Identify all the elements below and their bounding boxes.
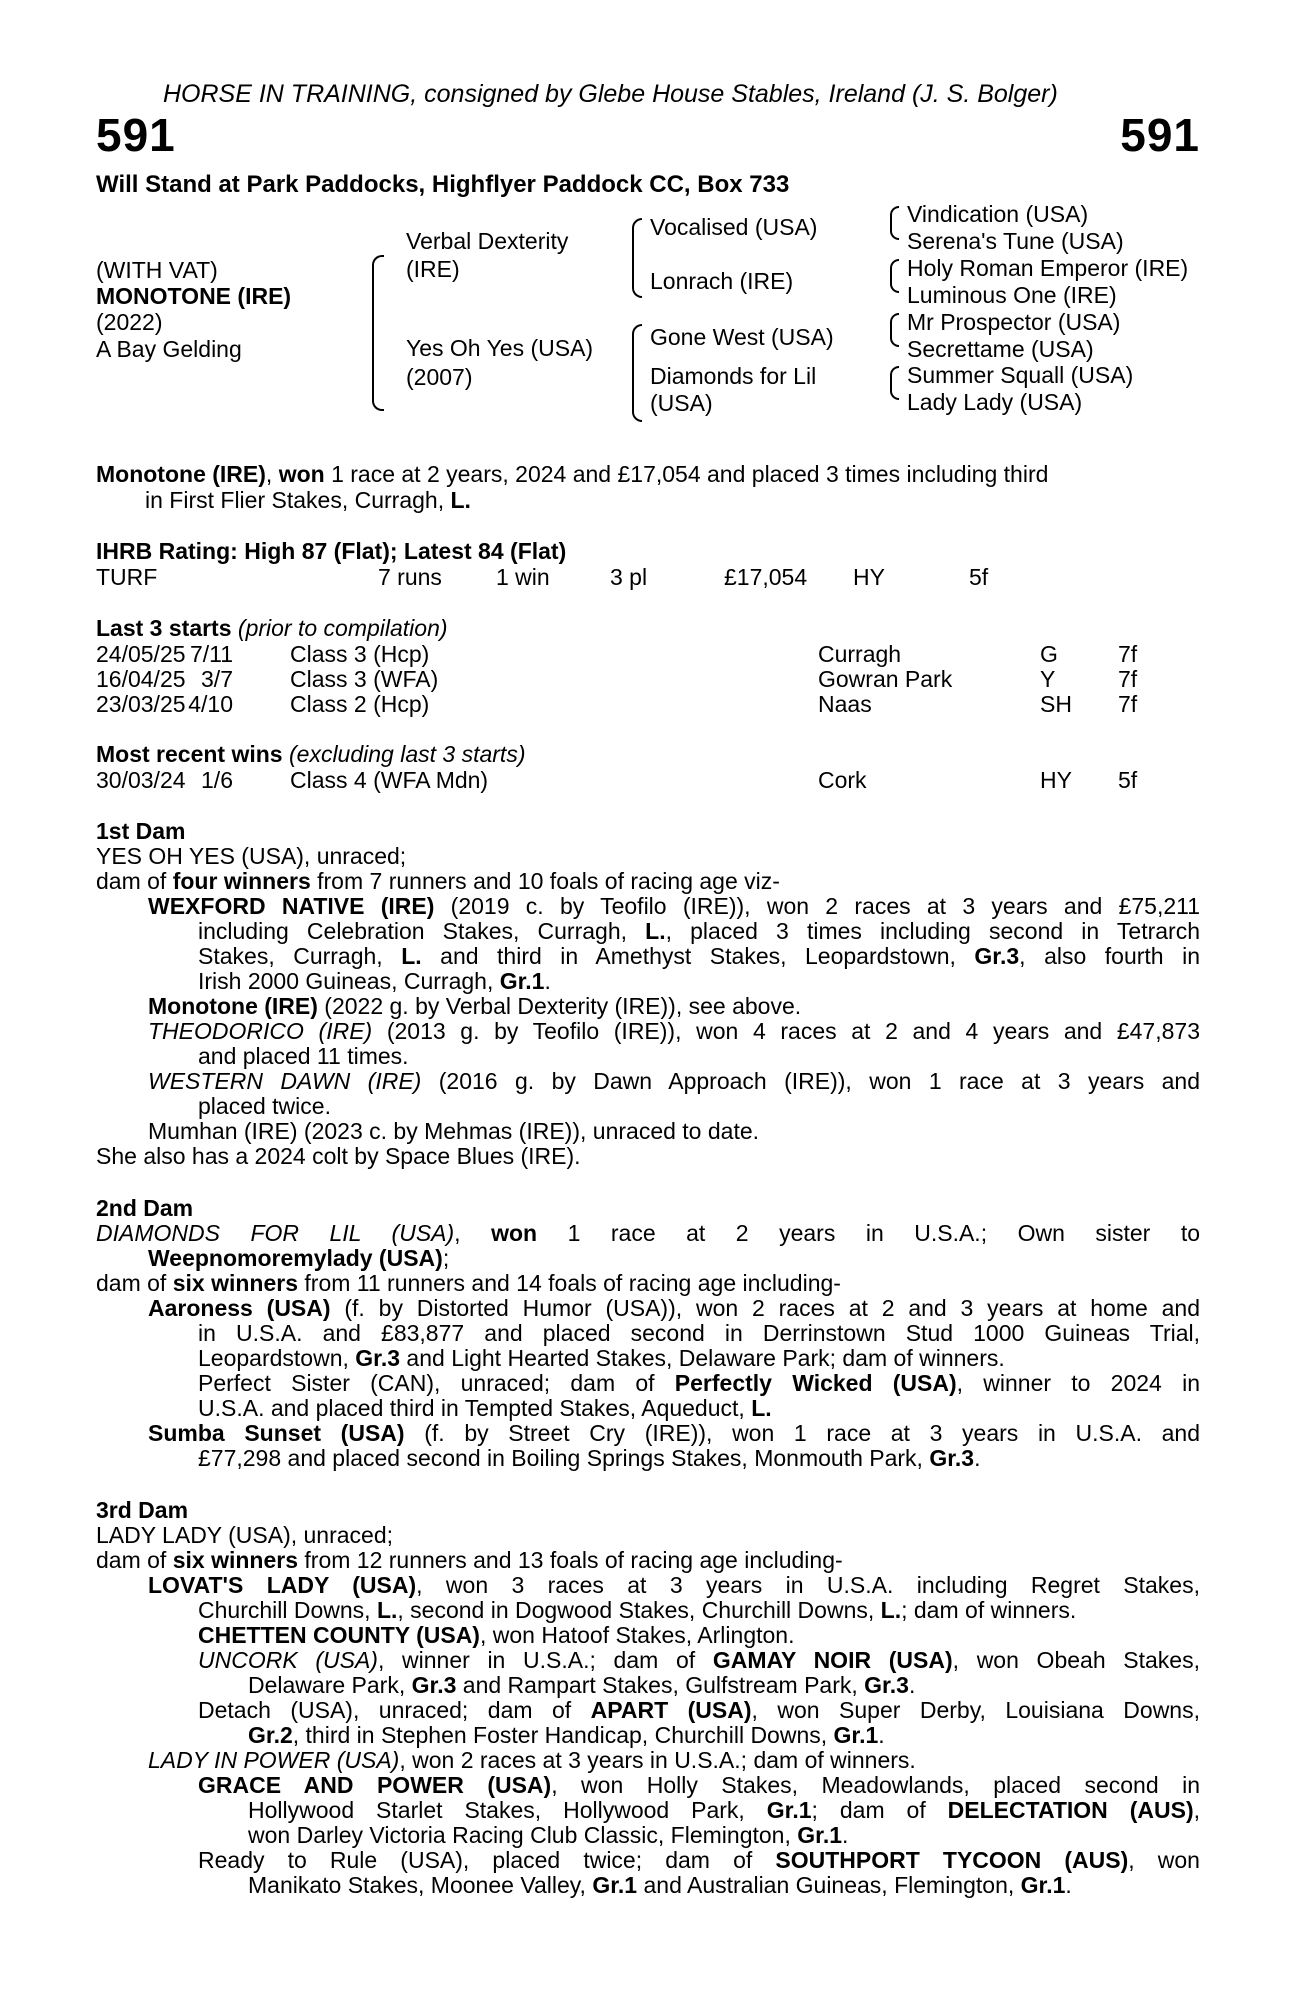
t: Gr.1 (499, 968, 545, 994)
t: , winner to 2024 in (956, 1370, 1200, 1396)
last-starts-note: (prior to compilation) (237, 615, 448, 641)
t: 1 race at 2 years in U.S.A.; Own sister to (537, 1220, 1201, 1246)
recent-win-cls: Class 4 (WFA Mdn) (290, 767, 489, 793)
horse-description: A Bay Gelding (96, 336, 242, 362)
last-starts-title (96, 615, 448, 641)
recent-win-course: Cork (818, 767, 867, 793)
produce-western-dawn-line2: placed twice. (198, 1093, 331, 1119)
t: Irish 2000 Guineas, Curragh, (198, 968, 500, 994)
pedigree-sire-dam: Lonrach (IRE) (650, 268, 794, 294)
t: from 12 runners and 13 foals of racing age including- (298, 1547, 843, 1573)
t: in U.S.A. and £83,877 and placed second in Derrinstown Stud 1000 Guineas Trial, (198, 1320, 1200, 1346)
t: ; dam of winners. (901, 1597, 1077, 1623)
pedigree-sire-sire: Vocalised (USA) (650, 214, 818, 240)
t: , won Obeah Stakes, (952, 1647, 1200, 1673)
t: and third in Amethyst Stakes, Leopardstown, (421, 943, 975, 969)
produce-aaroness-line3 (198, 1345, 1005, 1371)
last-start-date: 16/04/25 (96, 666, 186, 692)
t: Hollywood Starlet Stakes, Hollywood Park, (248, 1797, 767, 1823)
recent-win-going: HY (1040, 767, 1072, 793)
t: Detach (USA), unraced; dam of (198, 1697, 591, 1723)
last-start-going: SH (1040, 691, 1072, 717)
rating-runs: 7 runs (378, 564, 442, 590)
last-start-dist: 7f (1118, 691, 1138, 717)
t: won Darley Victoria Racing Club Classic, Flemington, (248, 1822, 798, 1848)
t: Gr.2 (248, 1722, 293, 1748)
t: . (842, 1822, 849, 1848)
gamay-noir-name: GAMAY NOIR (USA) (712, 1647, 953, 1673)
t: L. (376, 1597, 398, 1623)
rating-distance: 5f (969, 564, 989, 590)
produce-chetten-county (198, 1622, 794, 1648)
t: Gr.1 (1020, 1872, 1066, 1898)
last-start-going: Y (1040, 666, 1056, 692)
monotone-name: Monotone (IRE) (148, 993, 318, 1019)
t: U.S.A. and placed third in Tempted Stakes, Aqueduct, (198, 1395, 752, 1421)
t: (f. by Distorted Humor (USA)), won 2 races at 2 and 3 years at home and (330, 1295, 1200, 1321)
dam1-line1: YES OH YES (USA), unraced; (96, 843, 407, 869)
t: £77,298 and placed second in Boiling Springs Stakes, Monmouth Park, (198, 1445, 930, 1471)
dam1-winners: four winners (172, 868, 311, 894)
t: Gr.1 (833, 1722, 879, 1748)
t: L. (751, 1395, 772, 1421)
t: (2013 g. by Teofilo (IRE)), won 4 races at 2 and 4 years and £47,873 (372, 1018, 1200, 1044)
t: . (974, 1445, 981, 1471)
t: , won 3 races at 3 years in U.S.A. including Regret Stakes, (416, 1572, 1200, 1598)
pedigree-dam: Yes Oh Yes (USA) (406, 335, 594, 361)
produce-theodorico (148, 1018, 1200, 1044)
t: . (878, 1722, 885, 1748)
produce-mumhan: Mumhan (IRE) (2023 c. by Mehmas (IRE)), unraced to date. (148, 1118, 760, 1144)
t: dam of (96, 1270, 173, 1296)
recent-wins-title (96, 741, 525, 767)
race-summary-line1: Monotone (IRE), won 1 race at 2 years, 2024 and £17,054 and placed 3 times including third (96, 461, 1049, 487)
rating-placed: 3 pl (610, 564, 648, 590)
last-start-date: 23/03/25 (96, 691, 186, 717)
pedigree-dam-sire: Gone West (USA) (650, 324, 834, 350)
pedigree-dds: Summer Squall (USA) (907, 362, 1134, 388)
t: ; (442, 1245, 450, 1271)
uncork-name: UNCORK (USA) (198, 1647, 378, 1673)
dam1-line2 (96, 868, 780, 894)
t: Gr.3 (974, 943, 1020, 969)
pedigree-ddd: Lady Lady (USA) (907, 389, 1083, 415)
t: , third in Stephen Foster Handicap, Churchill Downs, (292, 1722, 834, 1748)
produce-ready-to-rule (198, 1847, 1200, 1873)
t: Delaware Park, (248, 1672, 412, 1698)
t: . (908, 1672, 916, 1698)
dam3-winners: six winners (172, 1547, 298, 1573)
produce-uncork (198, 1647, 1200, 1673)
produce-detach (198, 1697, 1200, 1723)
vat-label: (WITH VAT) (96, 257, 218, 283)
pedigree-dam-dam-country: (USA) (650, 390, 713, 416)
t: (f. by Street Cry (IRE)), won 1 race at 3 years in U.S.A. and (404, 1420, 1200, 1446)
pedigree-brace-gen1 (372, 255, 384, 411)
last-start-dist: 7f (1118, 641, 1138, 667)
produce-perfect-sister-line2 (198, 1395, 772, 1421)
pedigree-sdd: Luminous One (IRE) (907, 282, 1117, 308)
t: . (544, 968, 551, 994)
last-start-pos: 7/11 (189, 641, 233, 667)
pedigree-dsd: Secrettame (USA) (907, 336, 1094, 362)
pedigree-brace-dd (890, 366, 899, 400)
pedigree-dss: Mr Prospector (USA) (907, 309, 1121, 335)
last-start-going: G (1040, 641, 1058, 667)
pedigree-brace-ds (890, 313, 899, 347)
rating-earnings: £17,054 (724, 564, 808, 590)
dam2-winners: six winners (172, 1270, 298, 1296)
t: , won Super Derby, Louisiana Downs, (751, 1697, 1200, 1723)
lady-in-power-name: LADY IN POWER (USA) (148, 1747, 400, 1773)
pedigree-ssd: Serena's Tune (USA) (907, 228, 1124, 254)
t: . (1065, 1872, 1072, 1898)
horse-name: MONOTONE (IRE) (96, 283, 292, 309)
recent-win-dist: 5f (1118, 767, 1138, 793)
western-dawn-name: WESTERN DAWN (IRE) (148, 1068, 422, 1094)
dam2-name: DIAMONDS FOR LIL (USA) (96, 1220, 455, 1246)
horse-year: (2022) (96, 309, 163, 335)
dam2-line2 (148, 1245, 449, 1271)
t: L. (880, 1597, 902, 1623)
rating-title: IHRB Rating: High 87 (Flat); Latest 84 (Flat) (96, 538, 567, 564)
rating-going: HY (853, 564, 885, 590)
pedigree-sire: Verbal Dexterity (406, 228, 569, 254)
t: Gr.3 (355, 1345, 401, 1371)
t: , won Hatoof Stakes, Arlington. (479, 1622, 795, 1648)
summary-text: 1 race at 2 years, 2024 and £17,054 and placed 3 times including third (324, 461, 1049, 487)
produce-grace-and-power-line2 (248, 1797, 1200, 1823)
t: dam of (96, 1547, 173, 1573)
t: , won Holly Stakes, Meadowlands, placed second in (551, 1772, 1200, 1798)
t: including Celebration Stakes, Curragh, (198, 918, 646, 944)
t: Gr.1 (592, 1872, 638, 1898)
theodorico-name: THEODORICO (IRE) (148, 1018, 373, 1044)
t: from 7 runners and 10 foals of racing age viz- (310, 868, 780, 894)
produce-wexford-line2 (198, 918, 1200, 944)
t: Ready to Rule (USA), placed twice; dam of (198, 1847, 776, 1873)
t: Gr.3 (411, 1672, 457, 1698)
dam3-line2 (96, 1547, 843, 1573)
last-start-course: Gowran Park (818, 666, 953, 692)
produce-western-dawn (148, 1068, 1200, 1094)
last-start-pos: 3/7 (201, 666, 233, 692)
t: from 11 runners and 14 foals of racing age including- (298, 1270, 841, 1296)
t: (2019 c. by Teofilo (IRE)), won 2 races at 3 years and £75,211 (434, 893, 1201, 919)
t: , (1193, 1797, 1200, 1823)
recent-win-date: 30/03/24 (96, 767, 186, 793)
pedigree-sss: Vindication (USA) (907, 201, 1089, 227)
last-start-cls: Class 3 (Hcp) (290, 641, 430, 667)
grace-and-power-name: GRACE AND POWER (USA) (198, 1772, 552, 1798)
last-start-cls: Class 2 (Hcp) (290, 691, 430, 717)
t: dam of (96, 868, 173, 894)
t: , won (1128, 1847, 1200, 1873)
t: , won 2 races at 3 years in U.S.A.; dam of winners. (399, 1747, 916, 1773)
produce-wexford-native (148, 893, 1200, 919)
t: , winner in U.S.A.; dam of (377, 1647, 713, 1673)
produce-theodorico-line2: and placed 11 times. (198, 1043, 409, 1069)
dam3-line1: LADY LADY (USA), unraced; (96, 1522, 394, 1548)
t: Gr.3 (864, 1672, 909, 1698)
perfectly-wicked-name: Perfectly Wicked (USA) (674, 1370, 957, 1396)
produce-lovats-lady-line2 (198, 1597, 1076, 1623)
lot-number-left: 591 (96, 109, 176, 161)
t: Manikato Stakes, Moonee Valley, (248, 1872, 593, 1898)
last-start-course: Naas (818, 691, 872, 717)
produce-ready-to-rule-line2 (248, 1872, 1072, 1898)
summary-listed: L. (450, 487, 471, 513)
pedigree-brace-sd (890, 259, 899, 293)
chetten-county-name: CHETTEN COUNTY (USA) (198, 1622, 480, 1648)
produce-perfect-sister (198, 1370, 1200, 1396)
pedigree-sds: Holy Roman Emperor (IRE) (907, 255, 1189, 281)
t: , placed 3 times including second in Tetrarch (665, 918, 1200, 944)
produce-detach-line2 (248, 1722, 885, 1748)
lot-number-right: 591 (1120, 109, 1200, 161)
rating-wins: 1 win (496, 564, 550, 590)
t: Gr.3 (929, 1445, 975, 1471)
t: and Rampart Stakes, Gulfstream Park, (456, 1672, 865, 1698)
dam1-also: She also has a 2024 colt by Space Blues (IRE). (96, 1143, 581, 1169)
t: (2022 g. by Verbal Dexterity (IRE)), see above. (317, 993, 802, 1019)
last-start-pos: 4/10 (188, 691, 233, 717)
lovats-lady-name: LOVAT'S LADY (USA) (148, 1572, 417, 1598)
apart-name: APART (USA) (590, 1697, 752, 1723)
t: Perfect Sister (CAN), unraced; dam of (198, 1370, 675, 1396)
stand-location: Will Stand at Park Paddocks, Highflyer Paddock CC, Box 733 (96, 171, 790, 198)
pedigree-brace-sire (632, 218, 642, 298)
consignor-line: HORSE IN TRAINING, consigned by Glebe House Stables, Ireland (J. S. Bolger) (163, 80, 1058, 108)
produce-wexford-line4 (198, 968, 551, 994)
recent-wins-heading: Most recent wins (96, 741, 283, 767)
produce-wexford-line3 (198, 943, 1200, 969)
last-start-dist: 7f (1118, 666, 1138, 692)
dam1-title: 1st Dam (96, 818, 186, 844)
t: and Australian Guineas, Flemington, (637, 1872, 1021, 1898)
produce-uncork-line2 (248, 1672, 915, 1698)
delectation-name: DELECTATION (AUS) (947, 1797, 1194, 1823)
t: L. (401, 943, 422, 969)
last-start-date: 24/05/25 (96, 641, 186, 667)
t: Churchill Downs, (198, 1597, 377, 1623)
last-starts-heading: Last 3 starts (96, 615, 232, 641)
southport-tycoon-name: SOUTHPORT TYCOON (AUS) (775, 1847, 1129, 1873)
produce-aaroness-line2 (198, 1320, 1200, 1346)
produce-grace-and-power-line3 (248, 1822, 848, 1848)
rating-surface: TURF (96, 564, 158, 590)
t: Leopardstown, (198, 1345, 356, 1371)
weepnomoremylady-name: Weepnomoremylady (USA) (148, 1245, 443, 1271)
recent-win-pos: 1/6 (201, 767, 233, 793)
produce-monotone (148, 993, 801, 1019)
pedigree-sire-country: (IRE) (406, 256, 460, 282)
summary-won: won (278, 461, 325, 487)
t: Gr.1 (797, 1822, 843, 1848)
pedigree-brace-ss (890, 206, 899, 240)
dam2-line1 (96, 1220, 1200, 1246)
last-start-cls: Class 3 (WFA) (290, 666, 439, 692)
t: , (454, 1220, 492, 1246)
pedigree-dam-year: (2007) (406, 364, 473, 390)
race-summary-line2 (145, 487, 471, 513)
recent-wins-note: (excluding last 3 starts) (289, 741, 526, 767)
t: won (491, 1220, 538, 1246)
wexford-native-name: WEXFORD NATIVE (IRE) (148, 893, 435, 919)
t: L. (645, 918, 666, 944)
t: Stakes, Curragh, (198, 943, 402, 969)
produce-grace-and-power (198, 1772, 1200, 1798)
t: ; dam of (811, 1797, 948, 1823)
produce-aaroness (148, 1295, 1200, 1321)
dam3-title: 3rd Dam (96, 1497, 189, 1523)
t: , second in Dogwood Stakes, Churchill Downs, (397, 1597, 881, 1623)
summary-text2: in First Flier Stakes, Curragh, (145, 487, 451, 513)
dam2-line3 (96, 1270, 841, 1296)
last-start-course: Curragh (818, 641, 902, 667)
produce-sumba-sunset (148, 1420, 1200, 1446)
aaroness-name: Aaroness (USA) (148, 1295, 331, 1321)
dam2-title: 2nd Dam (96, 1195, 194, 1221)
t: and Light Hearted Stakes, Delaware Park; dam of winners. (400, 1345, 1005, 1371)
sumba-sunset-name: Sumba Sunset (USA) (148, 1420, 405, 1446)
t: , also fourth in (1019, 943, 1200, 969)
produce-lovats-lady (148, 1572, 1200, 1598)
summary-horse-name: Monotone (IRE) (96, 461, 266, 487)
t: (2016 g. by Dawn Approach (IRE)), won 1 race at 3 years and (421, 1068, 1201, 1094)
pedigree-brace-dam (632, 324, 642, 422)
t: Gr.1 (766, 1797, 812, 1823)
produce-lady-in-power (148, 1747, 916, 1773)
pedigree-dam-dam: Diamonds for Lil (650, 363, 817, 389)
produce-sumba-sunset-line2 (198, 1445, 981, 1471)
